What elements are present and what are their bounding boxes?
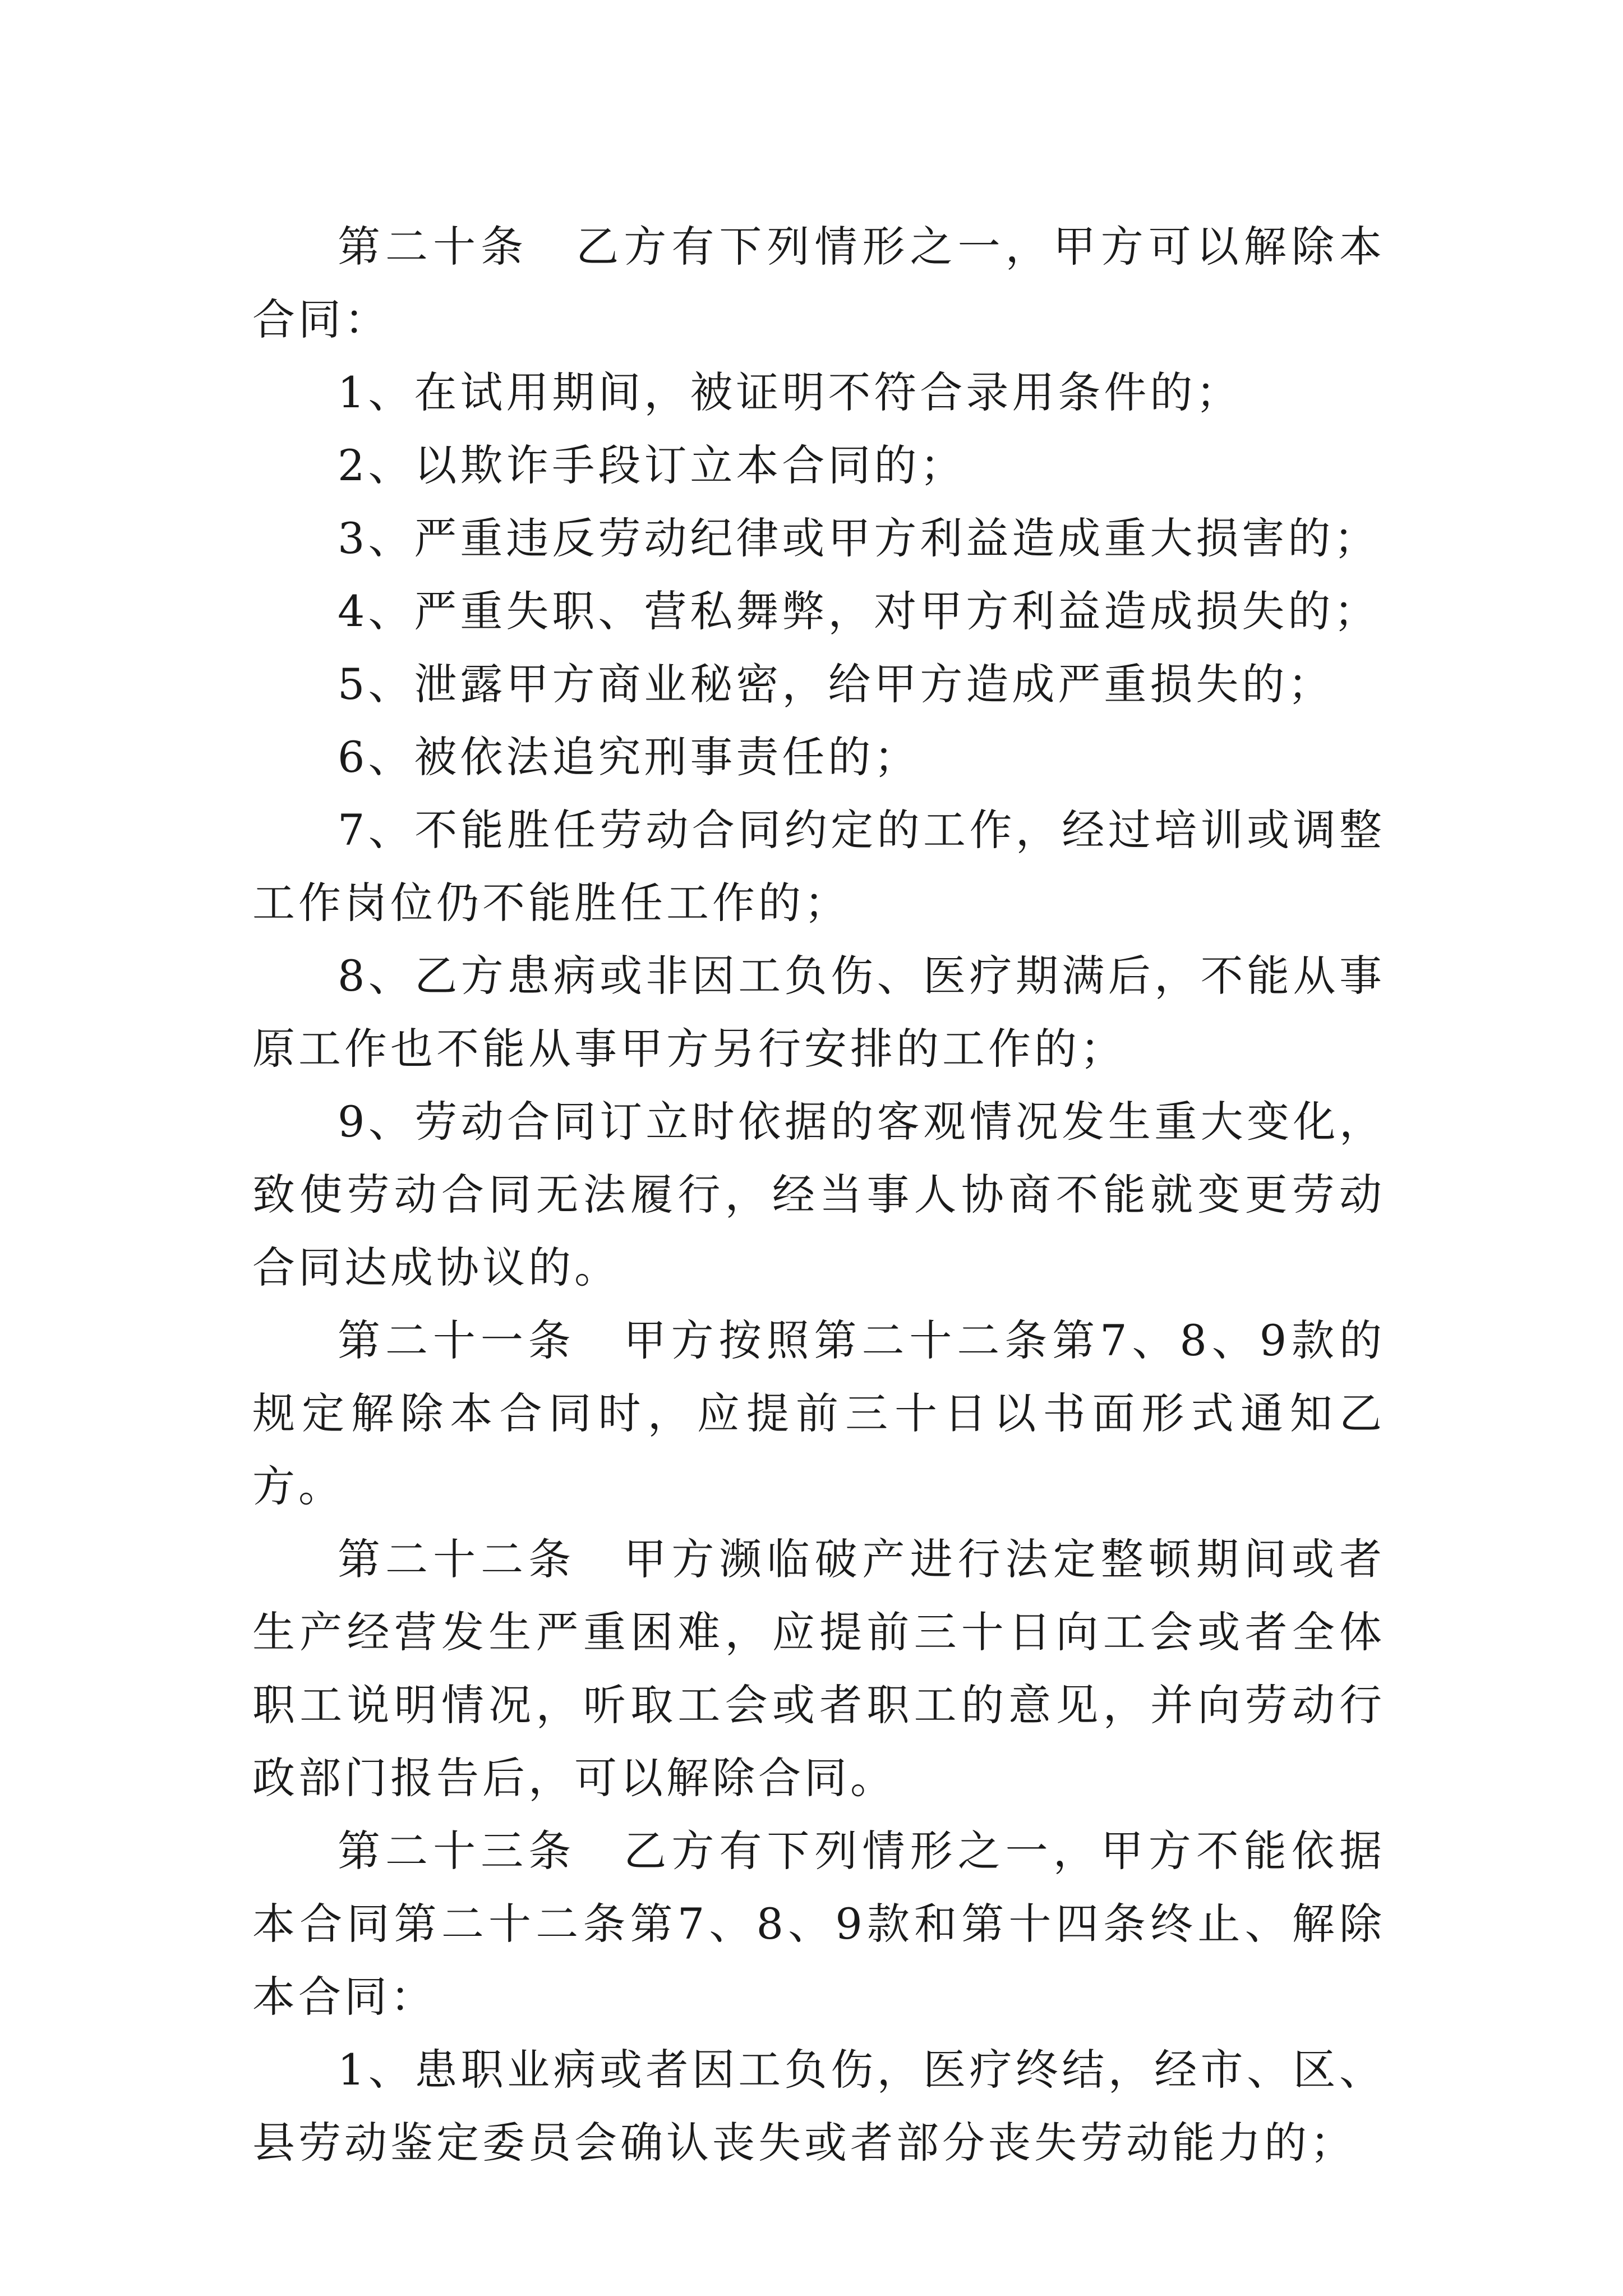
- article-20-item-5: 5、泄露甲方商业秘密，给甲方造成严重损失的；: [338, 659, 1334, 709]
- document-body: [252, 210, 1385, 2179]
- article-20-item-1: 1、在试用期间，被证明不符合录用条件的；: [338, 367, 1242, 417]
- article-20-item-9: 9、劳动合同订立时依据的客观情况发生重大变化，致使劳动合同无法履行，经当事人协商不能就变更劳动合同达成协议的。: [252, 1097, 1385, 1292]
- article-20-item-7: 7、不能胜任劳动合同约定的工作，经过培训或调整工作岗位仍不能胜任工作的；: [252, 805, 1385, 928]
- article-23-item-1: 1、患职业病或者因工负伤，医疗终结，经市、区、县劳动鉴定委员会确认丧失或者部分丧失劳动能力的；: [252, 2045, 1385, 2168]
- article-20-item-4: 4、严重失职、营私舞弊，对甲方利益造成损失的；: [338, 586, 1380, 636]
- article-22: 第二十二条 甲方濒临破产进行法定整顿期间或者生产经营发生严重困难，应提前三十日向工会或者全体职工说明情况，听取工会或者职工的意见，并向劳动行政部门报告后，可以解除合同。: [252, 1534, 1385, 1803]
- article-20-item-6: 6、被依法追究刑事责任的；: [338, 732, 920, 782]
- article-20-item-8: 8、乙方患病或非因工负伤、医疗期满后，不能从事原工作也不能从事甲方另行安排的工作的；: [252, 951, 1385, 1074]
- article-20-item-3: 3、严重违反劳动纪律或甲方利益造成重大损害的；: [338, 513, 1380, 563]
- article-20-heading: 第二十条 乙方有下列情形之一，甲方可以解除本合同：: [252, 222, 1385, 344]
- article-21: 第二十一条 甲方按照第二十二条第7、8、9款的规定解除本合同时，应提前三十日以书面形式通知乙方。: [252, 1315, 1385, 1511]
- article-20-item-2: 2、以欺诈手段订立本合同的；: [338, 440, 966, 490]
- article-23-heading: 第二十三条 乙方有下列情形之一，甲方不能依据本合同第二十二条第7、8、9款和第十四条终止、解除本合同：: [252, 1826, 1385, 2022]
